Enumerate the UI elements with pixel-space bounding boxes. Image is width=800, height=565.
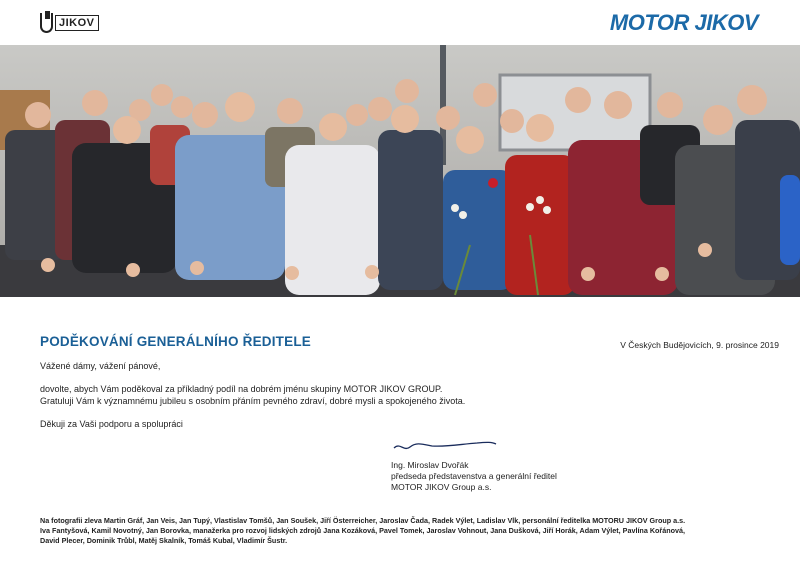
thanks-line: Děkuji za Vaši podporu a spolupráci [40,419,183,429]
salutation: Vážené dámy, vážení pánové, [40,361,161,371]
group-photo-icon [0,45,800,297]
handwritten-signature [392,438,502,459]
jikov-logo [40,12,99,34]
signatory-role: předseda představenstva a generální ředitel [391,471,557,481]
photo-caption [40,516,760,546]
letter-title: PODĚKOVÁNÍ GENERÁLNÍHO ŘEDITELE [40,334,311,349]
caption-line-1: Na fotografii zleva Martin Gráf, Jan Veis, Jan Tupý, Vlastislav Tomšů, Jan Soušek, Jiří Österreicher, Jaroslav Čada, Radek Výlet, Ladislav Vlk, personální ředitelka MOTORU JIKOV Group a.s. [40,516,686,525]
group-photo [0,45,800,297]
signature-icon [392,438,502,454]
caption-line-3: David Plecer, Dominik Trůbl, Matěj Skalník, Tomáš Kubal, Vladimír Šustr. [40,536,288,545]
jikov-logo-icon [40,13,53,33]
caption-line-2: Iva Fantyšová, Kamil Novotný, Jan Borovka, manažerka pro rozvoj lidských zdrojů Jana Kozáková, Pavel Tomek, Jaroslav Vohnout, Jana Dušková, Jiří Horák, Adam Výlet, Pavlína Kořánová, [40,526,685,535]
jikov-logo-text: JIKOV [55,15,99,31]
body-line-1: dovolte, abych Vám poděkoval za příkladný podíl na dobrém jménu skupiny MOTOR JIKOV GROUP. [40,384,443,394]
letter-date: V Českých Budějovicích, 9. prosince 2019 [620,340,779,350]
motor-jikov-logo: MOTOR JIKOV [609,10,758,35]
signatory-name: Ing. Miroslav Dvořák [391,460,469,470]
signatory-company: MOTOR JIKOV Group a.s. [391,482,492,492]
body-line-2: Gratuluji Vám k významnému jubileu s osobním přáním pevného zdraví, dobré mysli a spokojeného života. [40,396,466,406]
